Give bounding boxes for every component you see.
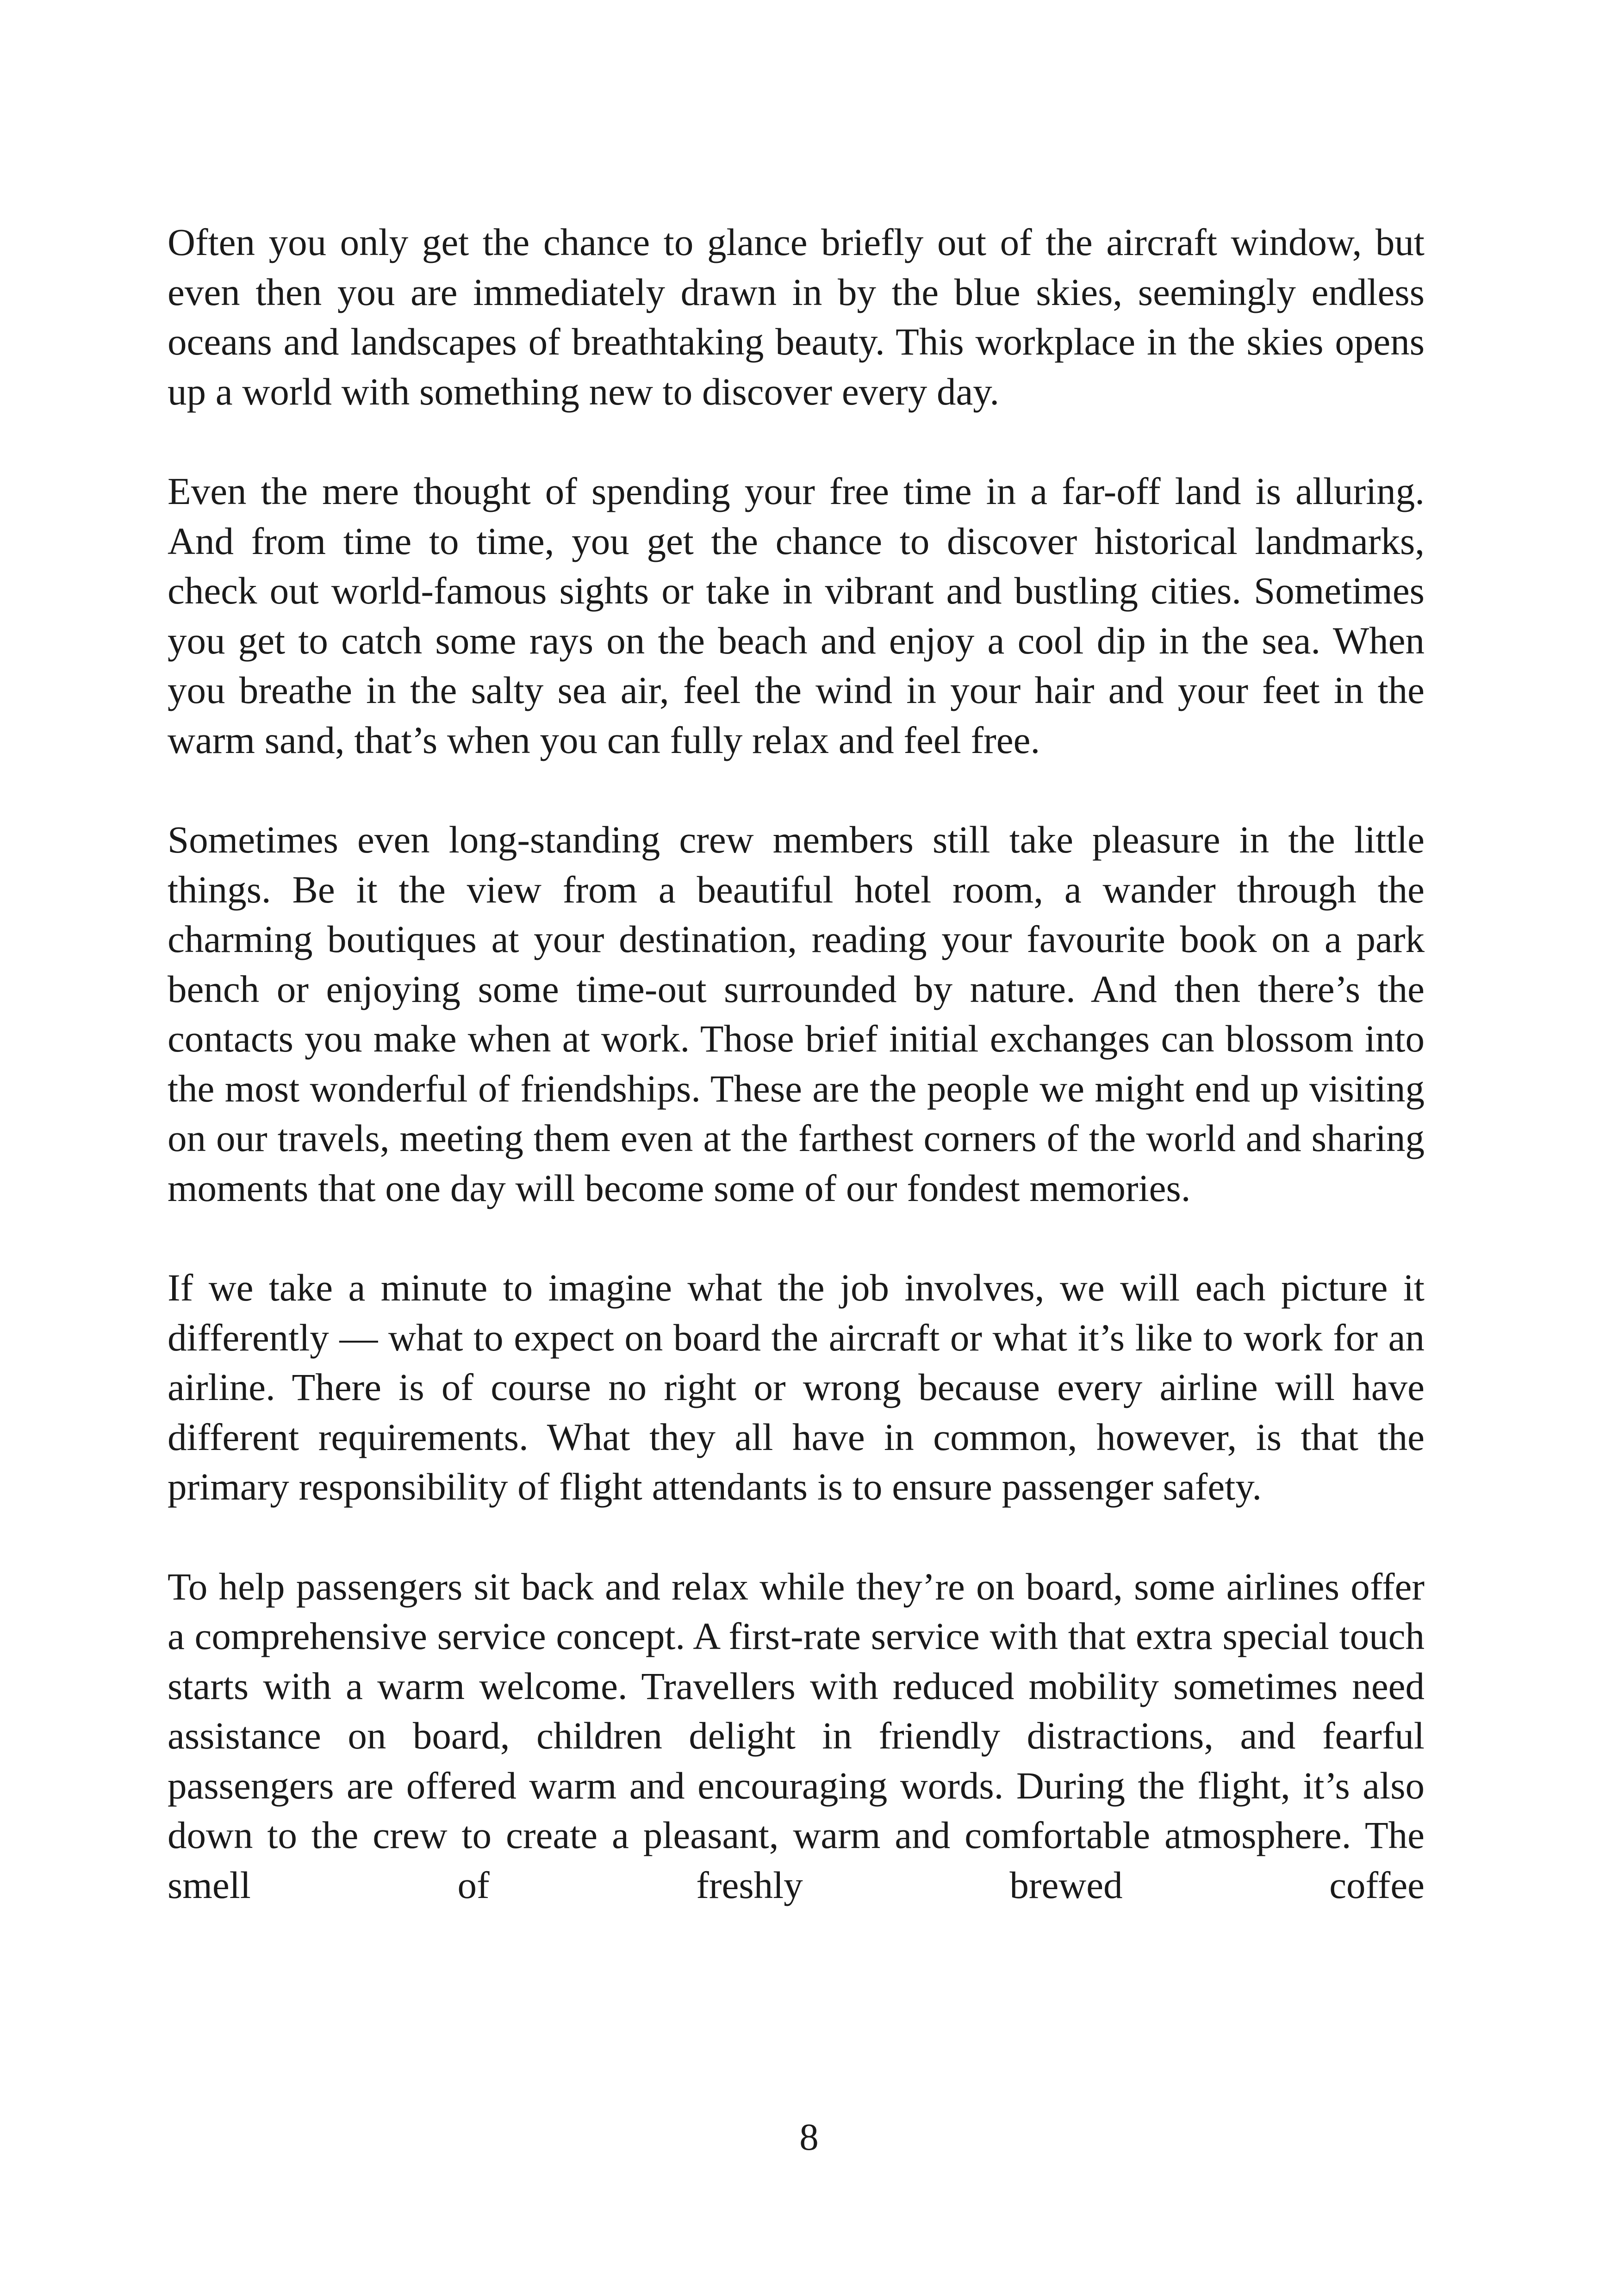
body-text — [168, 218, 1425, 1910]
paragraph-4: If we take a minute to imagine what the job involves, we will each picture it differently — what to expect on board the aircraft or what it’s like to work for an airline. There is of course no right or wrong because every airline will have different requirements. What they all have in common, however, is that the primary responsibility of flight attendants is to ensure passenger safety. — [168, 1266, 1425, 1508]
paragraph-5: To help passengers sit back and relax while they’re on board, some airlines offer a comprehensive service concept. A first-rate service with that extra special touch starts with a warm welcome. Travellers with reduced mobility sometimes need assistance on board, children delight in friendly distractions, and fearful passengers are offered warm and encouraging words. During the flight, it’s also down to the crew to create a pleasant, warm and comfortable atmosphere. The smell of freshly brewed coffee — [168, 1565, 1425, 1906]
paragraph-3: Sometimes even long-standing crew members still take pleasure in the little things. Be it the view from a beautiful hotel room, a wander through the charming boutiques at your destination, reading your favourite book on a park bench or enjoying some time-out surrounded by nature. And then there’s the contacts you make when at work. Those brief initial exchanges can blossom into the most wonderful of friendships. These are the people we might end up visiting on our travels, meeting them even at the farthest corners of the world and sharing moments that one day will become some of our fondest memories. — [168, 818, 1425, 1209]
paragraph-1: Often you only get the chance to glance briefly out of the aircraft window, but even then you are immediately drawn in by the blue skies, seemingly endless oceans and landscapes of breathtaking beauty. This workplace in the skies opens up a world with something new to discover every day. — [168, 221, 1425, 413]
page-number: 8 — [799, 2116, 819, 2158]
paragraph-2: Even the mere thought of spending your free time in a far-off land is alluring. And from time to time, you get the chance to discover historical landmarks, check out world-famous sights or take in vibrant and bustling cities. Sometimes you get to catch some rays on the beach and enjoy a cool dip in the sea. When you breathe in the salty sea air, feel the wind in your hair and your feet in the warm sand, that’s when you can fully relax and feel free. — [168, 470, 1425, 761]
